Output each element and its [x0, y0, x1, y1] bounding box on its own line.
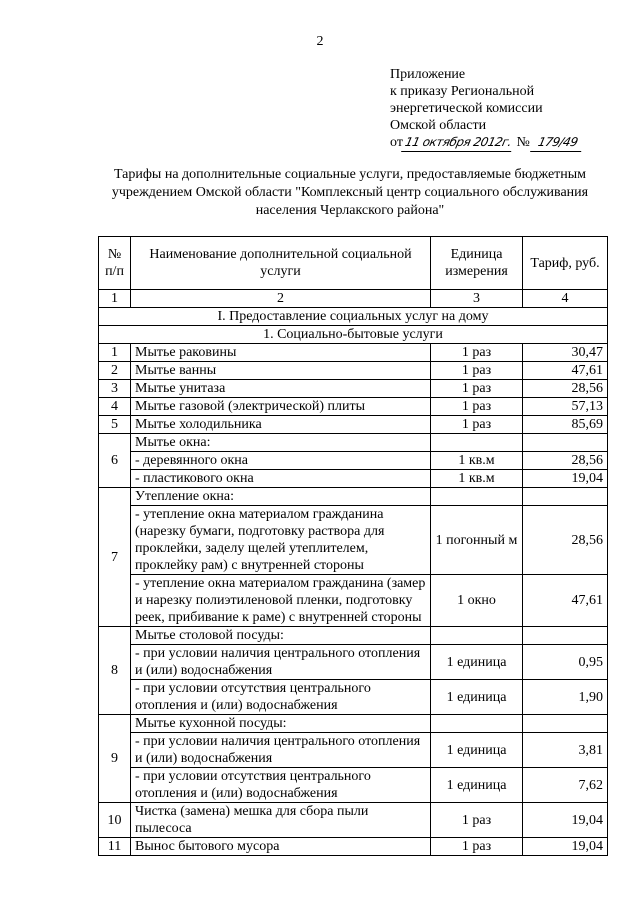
- row-unit: 1 единица: [431, 733, 523, 768]
- table-row: [99, 733, 608, 768]
- page-number: 2: [316, 34, 324, 49]
- row-name: Мытье ванны: [131, 362, 431, 380]
- row-name: Мытье холодильника: [131, 416, 431, 434]
- row-tariff: 1,90: [523, 680, 608, 715]
- appendix-line: к приказу Региональной: [390, 84, 535, 99]
- header-name: Наименование дополнительной социальной услуги: [131, 237, 431, 290]
- column-number: 3: [431, 290, 523, 308]
- empty-cell: [523, 434, 608, 452]
- empty-cell: [431, 434, 523, 452]
- section-heading: I. Предоставление социальных услуг на дому: [99, 308, 608, 326]
- row-tariff: 7,62: [523, 768, 608, 803]
- row-unit: 1 единица: [431, 768, 523, 803]
- row-tariff: 85,69: [523, 416, 608, 434]
- table-row: [99, 768, 608, 803]
- row-unit: 1 единица: [431, 680, 523, 715]
- row-tariff: 0,95: [523, 645, 608, 680]
- table-row: [99, 380, 608, 398]
- row-num: 6: [99, 434, 131, 488]
- column-number: 4: [523, 290, 608, 308]
- header-tariff: Тариф, руб.: [523, 237, 608, 290]
- row-name: - деревянного окна: [131, 452, 431, 470]
- table-row: [99, 416, 608, 434]
- handwritten-date: 11 октября 2012г.: [401, 134, 515, 152]
- header-unit: Единица измерения: [431, 237, 523, 290]
- empty-cell: [523, 715, 608, 733]
- table-header-row: [99, 237, 608, 290]
- appendix-line: Приложение: [390, 67, 466, 82]
- appendix-block: [390, 66, 583, 152]
- group-heading: Мытье окна:: [131, 434, 431, 452]
- row-name: Мытье унитаза: [131, 380, 431, 398]
- row-unit: 1 единица: [431, 645, 523, 680]
- row-name: Чистка (замена) мешка для сбора пыли пылесоса: [131, 803, 431, 838]
- row-name: - пластикового окна: [131, 470, 431, 488]
- column-number: 2: [131, 290, 431, 308]
- row-tariff: 19,04: [523, 470, 608, 488]
- group-heading: Мытье кухонной посуды:: [131, 715, 431, 733]
- table-row: [99, 575, 608, 627]
- row-unit: 1 кв.м: [431, 470, 523, 488]
- row-name: - при условии наличия центрального отопления и (или) водоснабжения: [131, 645, 431, 680]
- row-tariff: 47,61: [523, 362, 608, 380]
- empty-cell: [431, 627, 523, 645]
- handwritten-number: 179/49: [530, 134, 585, 152]
- row-unit: 1 раз: [431, 344, 523, 362]
- row-num: 9: [99, 715, 131, 803]
- tariffs-table: [98, 236, 608, 856]
- row-unit: 1 кв.м: [431, 452, 523, 470]
- appendix-date-line: [390, 134, 583, 152]
- header-num: № п/п: [99, 237, 131, 290]
- empty-cell: [523, 627, 608, 645]
- row-num: 5: [99, 416, 131, 434]
- row-name: - утепление окна материалом гражданина (замер и нарезку полиэтиленовой пленки, подготовку реек, прибивание к раме) с внутренней стороны: [131, 575, 431, 627]
- table-row: [99, 715, 608, 733]
- row-num: 2: [99, 362, 131, 380]
- table-row: [99, 488, 608, 506]
- row-tariff: 28,56: [523, 380, 608, 398]
- row-tariff: 28,56: [523, 506, 608, 575]
- row-tariff: 47,61: [523, 575, 608, 627]
- table-row: [99, 838, 608, 856]
- row-num: 1: [99, 344, 131, 362]
- appendix-line: Омской области: [390, 118, 487, 133]
- column-number-row: [99, 290, 608, 308]
- table-row: [99, 627, 608, 645]
- table-row: [99, 680, 608, 715]
- row-unit: 1 раз: [431, 803, 523, 838]
- row-tariff: 19,04: [523, 803, 608, 838]
- table-row: [99, 398, 608, 416]
- date-prefix: от: [390, 135, 403, 150]
- empty-cell: [523, 488, 608, 506]
- table-row: [99, 434, 608, 452]
- row-name: - при условии отсутствия центрального отопления и (или) водоснабжения: [131, 768, 431, 803]
- group-heading: Мытье столовой посуды:: [131, 627, 431, 645]
- table-row: [99, 803, 608, 838]
- table-row: [99, 645, 608, 680]
- empty-cell: [431, 488, 523, 506]
- table-row: [99, 362, 608, 380]
- row-unit: 1 раз: [431, 416, 523, 434]
- row-unit: 1 раз: [431, 838, 523, 856]
- row-num: 7: [99, 488, 131, 627]
- row-tariff: 19,04: [523, 838, 608, 856]
- row-num: 3: [99, 380, 131, 398]
- row-unit: 1 раз: [431, 380, 523, 398]
- row-num: 10: [99, 803, 131, 838]
- row-tariff: 57,13: [523, 398, 608, 416]
- group-heading: Утепление окна:: [131, 488, 431, 506]
- row-unit: 1 погонный м: [431, 506, 523, 575]
- section-row: [99, 308, 608, 326]
- row-name: - при условии отсутствия центрального отопления и (или) водоснабжения: [131, 680, 431, 715]
- row-unit: 1 раз: [431, 398, 523, 416]
- column-number: 1: [99, 290, 131, 308]
- number-label: №: [516, 135, 530, 150]
- row-name: Мытье раковины: [131, 344, 431, 362]
- row-unit: 1 окно: [431, 575, 523, 627]
- row-unit: 1 раз: [431, 362, 523, 380]
- appendix-line: энергетической комиссии: [390, 101, 543, 116]
- row-name: - при условии наличия центрального отопления и (или) водоснабжения: [131, 733, 431, 768]
- row-tariff: 3,81: [523, 733, 608, 768]
- row-num: 11: [99, 838, 131, 856]
- row-num: 4: [99, 398, 131, 416]
- table-row: [99, 506, 608, 575]
- row-tariff: 28,56: [523, 452, 608, 470]
- row-name: - утепление окна материалом гражданина (нарезку бумаги, подготовку раствора для проклейки, заделу щелей утеплителем, проклейку рам) с внутренней стороны: [131, 506, 431, 575]
- table-row: [99, 470, 608, 488]
- subsection-row: [99, 326, 608, 344]
- row-name: Вынос бытового мусора: [131, 838, 431, 856]
- subsection-heading: 1. Социально-бытовые услуги: [99, 326, 608, 344]
- row-name: Мытье газовой (электрической) плиты: [131, 398, 431, 416]
- table-row: [99, 344, 608, 362]
- table-row: [99, 452, 608, 470]
- document-title: Тарифы на дополнительные социальные услуги, предоставляемые бюджетным учреждением Омской области "Комплексный центр социального обслуживания населения Черлакского района": [111, 167, 589, 218]
- empty-cell: [431, 715, 523, 733]
- row-tariff: 30,47: [523, 344, 608, 362]
- row-num: 8: [99, 627, 131, 715]
